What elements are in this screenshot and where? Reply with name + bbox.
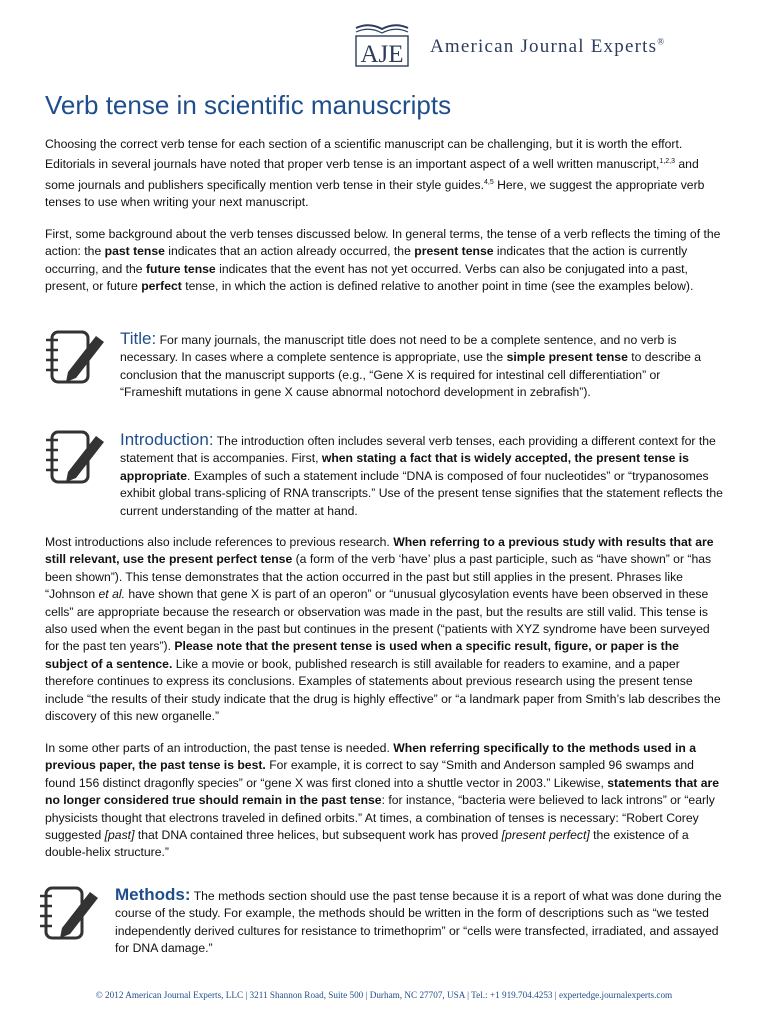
page-title: Verb tense in scientific manuscripts xyxy=(45,90,452,120)
introduction-section-part-1: Introduction: The introduction often includes several verb tenses, each providing a different context for the statement that is accompanies. First, when stating a fact that is widely accepted, the present tense is appropriate. Examples of such a statement include “DNA is composed of four nucleotides” or “trypanosomes exhibit global trans-splicing of RNA transcripts.” Use of the present tense signifies that the statement reflects the current understanding of the matter at hand. xyxy=(120,430,723,518)
header xyxy=(352,18,752,72)
footer: © 2012 American Journal Experts, LLC | 3211 Shannon Road, Suite 500 | Durham, NC 27707, USA | Tel.: +1 919.704.4253 | expertedge.journalexperts.com xyxy=(95,990,673,1000)
notepad-pencil-icon xyxy=(38,882,104,942)
notepad-pencil-icon xyxy=(44,426,110,486)
intro-paragraph-1: Choosing the correct verb tense for each section of a scientific manuscript can be challenging, but it is worth the effort. Editorials in several journals have noted that proper verb tense is an important aspect of a well written manuscript,$^{1,2,3}$ and some journals and publishers specifically mention verb tense in their style guides.$^{4,5}$ Here, we suggest the appropriate verb tenses to use when writing your next manuscript. xyxy=(45,137,705,210)
methods-section: Methods: The methods section should use the past tense because it is a report of what was done during the course of the study. For example, the methods should be written in the form of descriptions such as “we tested independently derived cultures for resistance to trimethoprim” or “cells were transfected, irradiated, and assayed for DNA damage.” xyxy=(115,885,722,956)
logo-text: AJE xyxy=(360,41,404,68)
notepad-pencil-icon xyxy=(44,326,110,386)
introduction-paragraph-3: In some other parts of an introduction, the past tense is needed. When referring specifically to the methods used in a previous paper, the past tense is best. For example, it is correct to say “Smith and Anderson sampled 96 swamps and found 156 distinct dragonfly species” or “gene X was first cloned into a shuttle vector in 2003.” Likewise, statements that are no longer considered true should remain in the past tense: for instance, “bacteria were believed to lack introns” or “early physicists thought that electrons traveled in defined orbits.” At times, a combination of tenses is necessary: “Robert Corey suggested [past] that DNA contained three helices, but subsequent work has proved [present perfect] the existence of a double-helix structure.” xyxy=(45,741,720,860)
company-name: American Journal Experts® xyxy=(430,36,666,57)
title-section: Title: For many journals, the manuscript title does not need to be a complete sentence, and no verb is necessary. In cases where a complete sentence is appropriate, use the simple present tense to describe a conclusion that the manuscript supports (e.g., “Gene X is required for intestinal cell differentiation” or “Frameshift mutations in gene X cause abnormal notochord development in zebrafish”). xyxy=(120,329,702,400)
intro-paragraph-2: First, some background about the verb tenses discussed below. In general terms, the tense of a verb reflects the timing of the action: the past tense indicates that an action already occurred, the present tense indicates that the action is currently occurring, and the future tense indicates that the event has not yet occurred. Verbs can also be conjugated into a past, present, or future perfect tense, in which the action is defined relative to another point in time (see the examples below). xyxy=(45,227,721,294)
book-logo-icon xyxy=(352,18,412,70)
introduction-paragraph-2: Most introductions also include references to previous research. When referring to a previous study with results that are still relevant, use the present perfect tense (a form of the verb ‘have’ plus a past participle, such as “have shown” or “has been shown”). This tense demonstrates that the action occurred in the past but still applies in the present. Phrases like “Johnson et al. have shown that gene X is part of an operon” or “unusual glycosylation events have been observed in these cells” are appropriate because the research or observation was made in the past, but the results are still valid. This tense is also used when the event began in the past but continues in the present (“patients with XYZ syndrome have been surveyed for the past ten years”). Please note that the present tense is used when a specific result, figure, or paper is the subject of a sentence. Like a movie or book, published research is still available for readers to examine, and a paper therefore continues to express its conclusions. Examples of statements about previous research using the present tense include “the results of their study indicate that the drug is highly effective” or “a landmark paper from Smith’s lab describes the discovery of this new organelle.” xyxy=(45,535,721,724)
